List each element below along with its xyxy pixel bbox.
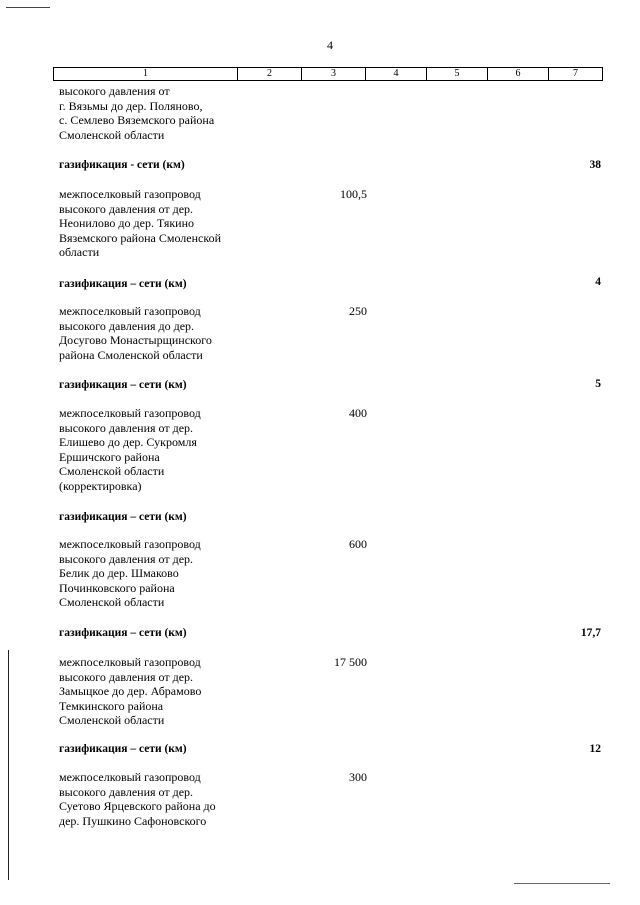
column-header-6: 6 xyxy=(488,68,549,80)
corner-mark xyxy=(6,7,50,8)
entry-value: 600 xyxy=(349,537,367,551)
section-label: газификация – сети (км) xyxy=(59,743,187,755)
section-total: 17,7 xyxy=(580,627,601,639)
entry-value: 300 xyxy=(349,770,367,784)
section-total: 5 xyxy=(595,378,601,390)
footer-mark xyxy=(514,883,610,884)
column-header-7: 7 xyxy=(573,68,578,79)
entry-value: 17 500 xyxy=(334,655,367,669)
section-total: 12 xyxy=(589,743,601,755)
entry-description: высокого давления от г. Вязьмы до дер. Поляново, с. Семлево Вяземского района Смоленской области xyxy=(59,84,215,142)
section-total: 38 xyxy=(589,159,601,171)
section-label: газификация – сети (км) xyxy=(59,278,187,290)
column-header-1: 1 xyxy=(54,68,238,80)
table-header xyxy=(53,67,603,81)
section-label: газификация – сети (км) xyxy=(59,379,187,391)
section-label: газификация - сети (км) xyxy=(59,159,185,171)
entry-value: 400 xyxy=(349,406,367,420)
entry-description: межпоселковый газопровод высокого давления от дер. Замыцкое до дер. Абрамово Темкинского района Смоленской области xyxy=(59,655,202,727)
column-header-2: 2 xyxy=(238,68,302,80)
section-label: газификация – сети (км) xyxy=(59,511,187,523)
margin-bar xyxy=(8,650,9,880)
entry-description: межпоселковый газопровод высокого давления от дер. Неонилово до дер. Тякино Вяземского района Смоленской области xyxy=(59,187,221,259)
entry-description: межпоселковый газопровод высокого давления от дер. Елишево до дер. Сукромля Ершичского района Смоленской области (корректировка) xyxy=(59,406,201,493)
section-label: газификация – сети (км) xyxy=(59,627,187,639)
page-number: 4 xyxy=(327,38,333,52)
column-header-5: 5 xyxy=(427,68,488,80)
column-header-4: 4 xyxy=(366,68,427,80)
entry-description: межпоселковый газопровод высокого давления до дер. Досугово Монастырщинского района Смоленской области xyxy=(59,304,212,362)
entry-description: межпоселковый газопровод высокого давления от дер. Суетово Ярцевского района до дер. Пушкино Сафоновского xyxy=(59,770,216,828)
entry-value: 100,5 xyxy=(340,187,367,201)
entry-description: межпоселковый газопровод высокого давления от дер. Белик до дер. Шмаково Починковского района Смоленской области xyxy=(59,537,201,609)
entry-value: 250 xyxy=(349,304,367,318)
column-header-3: 3 xyxy=(302,68,366,80)
section-total: 4 xyxy=(595,276,601,288)
